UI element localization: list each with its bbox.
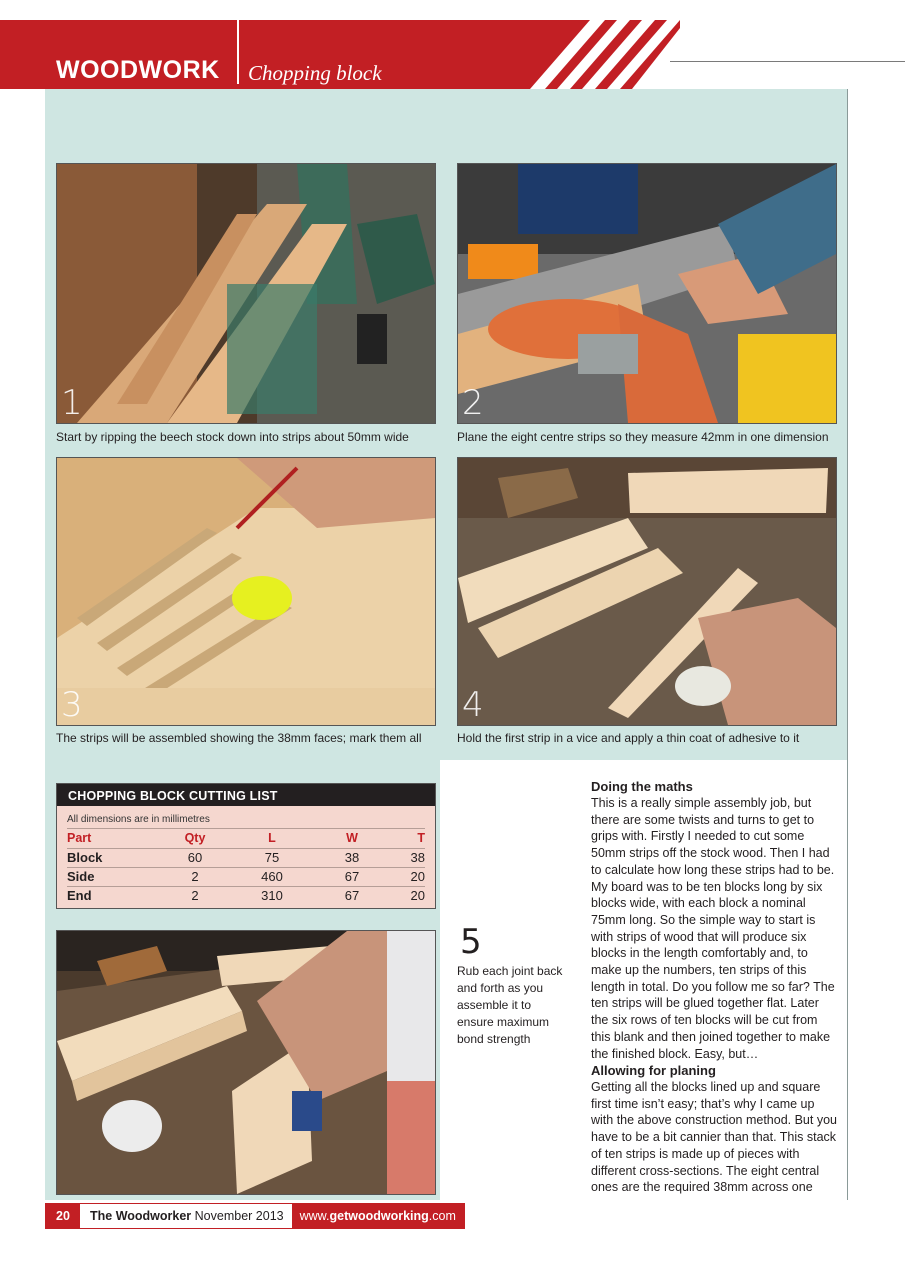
heading-doing-the-maths: Doing the maths: [591, 779, 693, 794]
table-rule: [67, 867, 425, 868]
magazine-name: The Woodworker: [90, 1209, 192, 1223]
cell-length: 75: [264, 850, 280, 865]
page-number: 20: [46, 1204, 80, 1228]
photo-2-image: [458, 164, 836, 423]
cell-thickness: 38: [410, 850, 425, 865]
photo-3-number: 3: [61, 685, 83, 725]
table-row: [67, 888, 425, 907]
photo-3-caption: The strips will be assembled showing the 38mm faces; mark them all: [56, 731, 422, 745]
magazine-issue: November 2013: [194, 1209, 284, 1223]
cell-qty: 2: [191, 869, 199, 884]
photo-5-image: [57, 931, 435, 1194]
cell-part: Block: [67, 850, 103, 865]
photo-3: [56, 457, 436, 726]
article-section-1: [591, 779, 837, 1062]
photo-1-number: 1: [61, 383, 83, 423]
photo-2: [457, 163, 837, 424]
paragraph-allowing-for-planing: Getting all the blocks lined up and square first time isn’t easy; that’s why I came up with the above construction method. But you have to be a bit cannier than that. This stack of ten strips is made up of pieces with different cross-sections. The eight central ones are the required 38mm across one: [591, 1080, 837, 1195]
section-title: WOODWORK: [56, 56, 220, 84]
step-5-caption: Rub each joint back and forth as you assemble it to ensure maximum bond strength: [457, 964, 563, 1046]
table-rule: [67, 848, 425, 849]
header-rule: [670, 61, 905, 62]
cell-width: 67: [344, 888, 360, 903]
col-header-thickness: T: [417, 831, 425, 845]
url-main: getwoodworking: [329, 1209, 429, 1223]
header-divider: [237, 20, 239, 84]
page-footer: [45, 1203, 465, 1229]
table-rule: [67, 886, 425, 887]
cell-length: 460: [261, 869, 283, 884]
cell-qty: 2: [191, 888, 199, 903]
col-header-part: Part: [67, 831, 92, 845]
col-header-width: W: [346, 831, 358, 845]
url-prefix: www.: [299, 1209, 330, 1223]
cell-width: 67: [344, 869, 360, 884]
url-suffix: .com: [428, 1209, 456, 1223]
cell-thickness: 20: [410, 869, 425, 884]
photo-5: [56, 930, 436, 1195]
photo-4-number: 4: [462, 685, 484, 725]
photo-2-number: 2: [462, 383, 484, 423]
photo-1-caption: Start by ripping the beech stock down into strips about 50mm wide: [56, 430, 409, 444]
photo-4-image: [458, 458, 836, 725]
photo-4-caption: Hold the first strip in a vice and apply a thin coat of adhesive to it: [457, 731, 800, 745]
header-stripes-decoration: [470, 20, 680, 89]
paragraph-doing-the-maths: This is a really simple assembly job, but there are some twists and turns to get to grips with. Firstly I needed to cut some 50mm strips off the stock wood. Then I had to calculate how long these strips had to be. My board was to be ten blocks long by six blocks wide, with each block a nominal 75mm long. So the simple way to start is with strips of wood that will produce six blocks in the length comfortably and, to make up the numbers, ten strips of this length in total. Do you follow me so far? The ten strips will be glued together flat. Later the six rows of ten blocks will be cut from this blank and then joined together to make the finished block. Easy, but…: [591, 796, 835, 1061]
article-section-2: [591, 1063, 837, 1196]
cell-part: End: [67, 888, 92, 903]
cell-length: 310: [261, 888, 283, 903]
magazine-credit: [80, 1204, 292, 1228]
cell-part: Side: [67, 869, 95, 884]
col-header-qty: Qty: [184, 831, 206, 845]
photo-1: [56, 163, 436, 424]
cell-width: 38: [344, 850, 360, 865]
heading-allowing-for-planing: Allowing for planing: [591, 1063, 716, 1078]
photo-3-image: [57, 458, 435, 725]
photo-4: [457, 457, 837, 726]
step-5-number: 5: [460, 922, 482, 962]
col-header-length: L: [268, 831, 276, 845]
photo-2-caption: Plane the eight centre strips so they measure 42mm in one dimension: [457, 430, 829, 444]
cutting-list-table: [56, 783, 436, 909]
cutting-list-note: All dimensions are in millimetres: [67, 814, 210, 825]
cell-thickness: 20: [410, 888, 425, 903]
website-link[interactable]: [292, 1204, 464, 1228]
cutting-list-title: CHOPPING BLOCK CUTTING LIST: [57, 784, 435, 806]
article-subtitle: Chopping block: [248, 61, 382, 85]
cell-qty: 60: [187, 850, 203, 865]
photo-1-image: [57, 164, 435, 423]
table-rule: [67, 828, 425, 829]
